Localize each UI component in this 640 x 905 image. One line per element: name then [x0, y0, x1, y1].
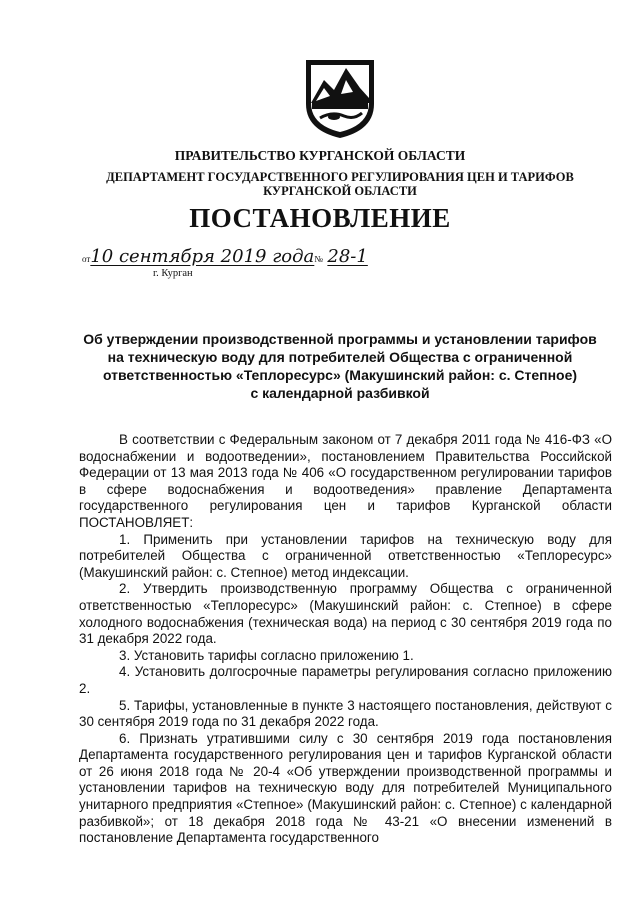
subject-line: ответственностью «Теплоресурс» (Макушинский район: с. Степное)	[102, 367, 578, 383]
number-label: №	[314, 254, 323, 264]
body-paragraph: 4. Установить долгосрочные параметры регулирования согласно приложению 2.	[79, 664, 612, 696]
department-line-2: КУРГАНСКОЙ ОБЛАСТИ	[263, 184, 417, 198]
department-line-1: ДЕПАРТАМЕНТ ГОСУДАРСТВЕННОГО РЕГУЛИРОВАНИЯ ЦЕН И ТАРИФОВ	[106, 170, 574, 184]
body-paragraph: 2. Утвердить производственную программу Общества с ограниченной ответственностью «Теплоресурс» (Макушинский район: с. Степное) в сфере холодного водоснабжения (техническая вода) на период с 30 сентября 2019 года по 31 декабря 2022 года.	[79, 581, 612, 647]
government-name: ПРАВИТЕЛЬСТВО КУРГАНСКОЙ ОБЛАСТИ	[174, 148, 466, 163]
body-paragraph: 1. Применить при установлении тарифов на техническую воду для потребителей Общества с ограниченной ответственностью «Теплоресурс» (Макушинский район: с. Степное) метод индексации.	[79, 531, 612, 580]
body-paragraph: 3. Установить тарифы согласно приложению 1.	[119, 647, 414, 663]
body-paragraph: В соответствии с Федеральным законом от 7 декабря 2011 года № 416-ФЗ «О водоснабжении и водоотведении», постановлением Правительства Российской Федерации от 13 мая 2013 года № 406 «О государственном регулировании тарифов в сфере водоснабжения и водоотведения» правление Департамента государственного регулирования цен и тарифов Курганской области ПОСТАНОВЛЯЕТ:	[79, 432, 612, 530]
body-paragraph: 6. Признать утратившими силу с 30 сентября 2019 года постановления Департамента государственного регулирования цен и тарифов Курганской области от 26 июня 2018 года № 20-4 «Об утверждении производственной программы и установлении тарифов на техническую воду для потребителей Муниципального унитарного предприятия «Степное» (Макушинский район: с. Степное) с календарной разбивкой»; от 18 декабря 2018 года № 43-21 «О внесении изменений в постановление Департамента государственного	[79, 730, 612, 846]
kurgan-coat-of-arms-icon	[304, 58, 376, 140]
document-subject	[60, 330, 620, 402]
body-paragraph: 5. Тарифы, установленные в пункте 3 настоящего постановления, действуют с 30 сентября 2019 года по 31 декабря 2022 года.	[79, 697, 612, 730]
subject-line: Об утверждении производственной программы и установлении тарифов	[83, 331, 597, 347]
subject-line: на техническую воду для потребителей Общества с ограниченной	[107, 349, 573, 365]
document-type-title: ПОСТАНОВЛЕНИЕ	[189, 203, 451, 233]
department-name	[60, 170, 620, 198]
subject-line: с календарной разбивкой	[250, 385, 430, 401]
date-line	[82, 246, 368, 267]
document-body	[79, 432, 612, 847]
city: г. Курган	[153, 268, 193, 279]
date-prefix: от	[82, 254, 91, 264]
handwritten-date: 10 сентября 2019 года	[90, 246, 315, 267]
handwritten-number: 28-1	[327, 246, 368, 267]
